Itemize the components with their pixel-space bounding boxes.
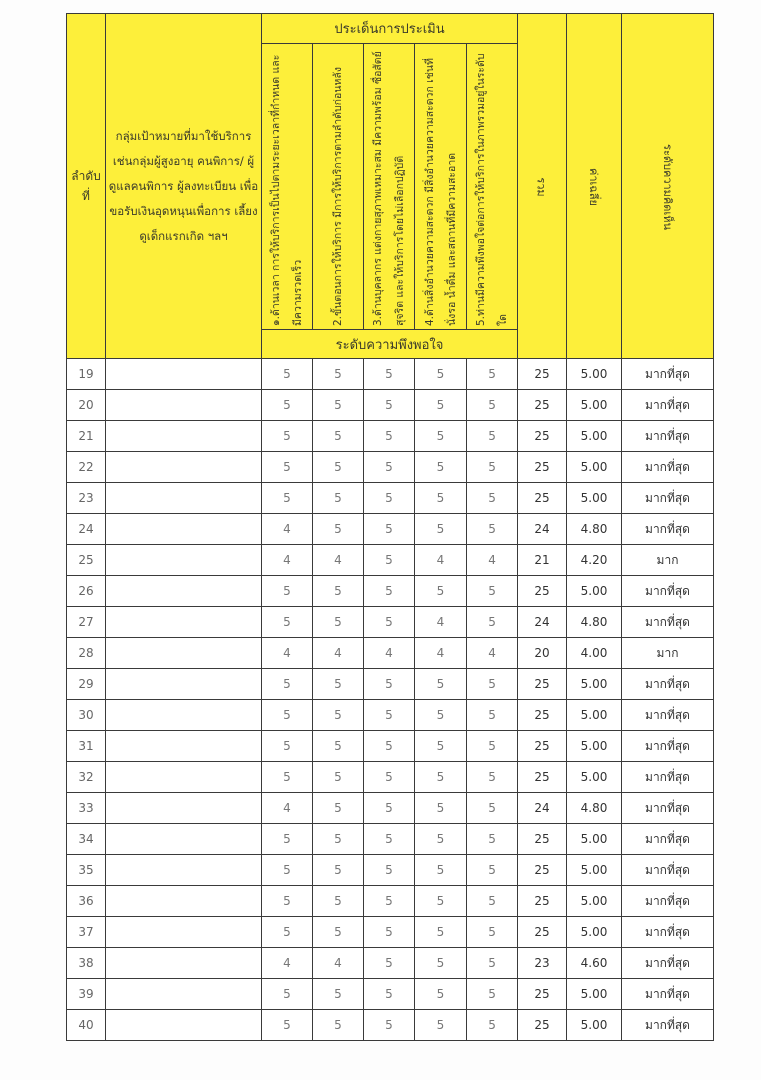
cell-score-4: 5 bbox=[415, 483, 467, 514]
cell-total: 25 bbox=[518, 390, 567, 421]
cell-score-5: 5 bbox=[467, 1010, 518, 1041]
header-target-group-label: กลุ่มเป้าหมายที่มาใช้บริการ เช่นกลุ่มผู้สูงอายุ คนพิการ/ ผู้ดูแลคนพิการ ผู้ลงทะเบียน เพื่อขอรับเงินอุดหนุนเพื่อการ เลี้ยงดูเด็กแรกเกิด ฯลฯ bbox=[108, 128, 259, 243]
cell-total: 25 bbox=[518, 421, 567, 452]
cell-score-5: 5 bbox=[467, 514, 518, 545]
cell-score-1: 5 bbox=[262, 855, 313, 886]
header-opinion-level bbox=[622, 14, 714, 359]
cell-target-group bbox=[106, 731, 262, 762]
cell-score-2: 5 bbox=[313, 421, 364, 452]
cell-total: 25 bbox=[518, 886, 567, 917]
cell-target-group bbox=[106, 514, 262, 545]
cell-score-4: 5 bbox=[415, 669, 467, 700]
cell-score-3: 5 bbox=[364, 948, 415, 979]
cell-score-4: 5 bbox=[415, 576, 467, 607]
cell-target-group bbox=[106, 979, 262, 1010]
cell-average: 4.60 bbox=[567, 948, 622, 979]
cell-target-group bbox=[106, 452, 262, 483]
cell-score-3: 5 bbox=[364, 669, 415, 700]
cell-sequence: 29 bbox=[67, 669, 106, 700]
cell-score-2: 5 bbox=[313, 824, 364, 855]
cell-score-4: 5 bbox=[415, 948, 467, 979]
cell-average: 4.80 bbox=[567, 514, 622, 545]
cell-sequence: 34 bbox=[67, 824, 106, 855]
header-total bbox=[518, 14, 567, 359]
cell-score-3: 5 bbox=[364, 1010, 415, 1041]
cell-score-1: 5 bbox=[262, 917, 313, 948]
header-criterion-5-label: 5.ท่านมีความพึงพอใจต่อการให้บริการในภาพรวมอยู่ในระดับใด bbox=[475, 52, 509, 326]
cell-opinion-level: มากที่สุด bbox=[622, 514, 714, 545]
header-criteria-title-label: ประเด็นการประเมิน bbox=[334, 22, 445, 37]
cell-opinion-level: มากที่สุด bbox=[622, 576, 714, 607]
header-criterion-1 bbox=[262, 44, 313, 330]
cell-score-3: 5 bbox=[364, 793, 415, 824]
cell-score-5: 5 bbox=[467, 886, 518, 917]
cell-target-group bbox=[106, 1010, 262, 1041]
cell-total: 24 bbox=[518, 793, 567, 824]
cell-score-3: 5 bbox=[364, 607, 415, 638]
cell-score-4: 5 bbox=[415, 762, 467, 793]
cell-total: 25 bbox=[518, 483, 567, 514]
cell-score-1: 5 bbox=[262, 452, 313, 483]
cell-target-group bbox=[106, 793, 262, 824]
table-row bbox=[67, 514, 714, 545]
cell-target-group bbox=[106, 421, 262, 452]
header-criterion-3-label: 3.ด้านบุคลากร แต่งกายสุภาพเหมาะสม มีความพร้อม ซื่อสัตย์สุจริต และให้บริการโดยไม่เลือกปฏิบัติ bbox=[372, 50, 406, 326]
header-opinion-level-label: ระดับความคิดเห็น bbox=[660, 144, 674, 230]
cell-total: 21 bbox=[518, 545, 567, 576]
cell-score-1: 4 bbox=[262, 793, 313, 824]
cell-score-2: 5 bbox=[313, 731, 364, 762]
cell-score-5: 5 bbox=[467, 762, 518, 793]
cell-target-group bbox=[106, 762, 262, 793]
header-sequence bbox=[67, 14, 106, 359]
cell-sequence: 31 bbox=[67, 731, 106, 762]
cell-score-2: 5 bbox=[313, 390, 364, 421]
cell-sequence: 33 bbox=[67, 793, 106, 824]
cell-score-5: 5 bbox=[467, 793, 518, 824]
cell-score-5: 5 bbox=[467, 979, 518, 1010]
cell-score-1: 5 bbox=[262, 979, 313, 1010]
cell-sequence: 35 bbox=[67, 855, 106, 886]
table-row bbox=[67, 452, 714, 483]
cell-total: 25 bbox=[518, 359, 567, 390]
cell-total: 25 bbox=[518, 669, 567, 700]
header-average-label: ค่าเฉลี่ย bbox=[587, 168, 601, 206]
table-row bbox=[67, 359, 714, 390]
cell-average: 4.80 bbox=[567, 607, 622, 638]
cell-score-1: 5 bbox=[262, 731, 313, 762]
cell-score-2: 5 bbox=[313, 917, 364, 948]
cell-score-4: 5 bbox=[415, 824, 467, 855]
cell-score-2: 5 bbox=[313, 979, 364, 1010]
cell-target-group bbox=[106, 855, 262, 886]
cell-average: 5.00 bbox=[567, 576, 622, 607]
cell-total: 20 bbox=[518, 638, 567, 669]
cell-score-4: 4 bbox=[415, 638, 467, 669]
cell-score-2: 5 bbox=[313, 576, 364, 607]
header-criterion-4-label: 4.ด้านสิ่งอำนวยความสะดวก มีสิ่งอำนวยความสะดวก เช่นที่นั่งรอ น้ำดื่ม และสถานที่มีความสะอาด bbox=[423, 57, 458, 326]
cell-average: 5.00 bbox=[567, 824, 622, 855]
cell-target-group bbox=[106, 607, 262, 638]
cell-opinion-level: มากที่สุด bbox=[622, 762, 714, 793]
cell-score-3: 5 bbox=[364, 855, 415, 886]
cell-average: 4.20 bbox=[567, 545, 622, 576]
satisfaction-evaluation-table bbox=[66, 13, 714, 1041]
cell-score-5: 5 bbox=[467, 452, 518, 483]
table-row bbox=[67, 917, 714, 948]
cell-score-4: 5 bbox=[415, 390, 467, 421]
cell-sequence: 39 bbox=[67, 979, 106, 1010]
cell-opinion-level: มากที่สุด bbox=[622, 886, 714, 917]
cell-score-5: 5 bbox=[467, 390, 518, 421]
cell-score-1: 5 bbox=[262, 669, 313, 700]
cell-score-3: 5 bbox=[364, 731, 415, 762]
cell-average: 5.00 bbox=[567, 421, 622, 452]
table-header bbox=[67, 14, 714, 359]
cell-opinion-level: มากที่สุด bbox=[622, 452, 714, 483]
cell-opinion-level: มากที่สุด bbox=[622, 824, 714, 855]
cell-sequence: 21 bbox=[67, 421, 106, 452]
cell-sequence: 30 bbox=[67, 700, 106, 731]
cell-score-4: 5 bbox=[415, 452, 467, 483]
cell-target-group bbox=[106, 700, 262, 731]
cell-opinion-level: มากที่สุด bbox=[622, 793, 714, 824]
cell-sequence: 24 bbox=[67, 514, 106, 545]
cell-score-5: 4 bbox=[467, 638, 518, 669]
cell-average: 5.00 bbox=[567, 762, 622, 793]
cell-total: 25 bbox=[518, 824, 567, 855]
cell-average: 5.00 bbox=[567, 669, 622, 700]
cell-score-2: 5 bbox=[313, 452, 364, 483]
cell-score-2: 4 bbox=[313, 545, 364, 576]
cell-total: 25 bbox=[518, 700, 567, 731]
cell-score-5: 5 bbox=[467, 700, 518, 731]
table-row bbox=[67, 793, 714, 824]
header-criterion-2 bbox=[313, 44, 364, 330]
header-average bbox=[567, 14, 622, 359]
cell-score-1: 4 bbox=[262, 545, 313, 576]
cell-score-1: 5 bbox=[262, 576, 313, 607]
cell-sequence: 40 bbox=[67, 1010, 106, 1041]
cell-target-group bbox=[106, 917, 262, 948]
cell-score-4: 5 bbox=[415, 700, 467, 731]
cell-score-1: 5 bbox=[262, 390, 313, 421]
cell-score-2: 5 bbox=[313, 514, 364, 545]
cell-score-4: 5 bbox=[415, 1010, 467, 1041]
table-row bbox=[67, 421, 714, 452]
header-satisfaction-level-label: ระดับความพึงพอใจ bbox=[335, 337, 444, 353]
cell-score-1: 4 bbox=[262, 948, 313, 979]
cell-score-2: 4 bbox=[313, 638, 364, 669]
cell-score-3: 5 bbox=[364, 886, 415, 917]
cell-opinion-level: มากที่สุด bbox=[622, 855, 714, 886]
cell-opinion-level: มาก bbox=[622, 545, 714, 576]
cell-target-group bbox=[106, 669, 262, 700]
cell-score-5: 4 bbox=[467, 545, 518, 576]
cell-score-5: 5 bbox=[467, 576, 518, 607]
cell-sequence: 37 bbox=[67, 917, 106, 948]
cell-target-group bbox=[106, 638, 262, 669]
cell-score-2: 5 bbox=[313, 607, 364, 638]
table-row bbox=[67, 669, 714, 700]
cell-average: 5.00 bbox=[567, 731, 622, 762]
cell-opinion-level: มากที่สุด bbox=[622, 669, 714, 700]
cell-score-2: 5 bbox=[313, 1010, 364, 1041]
cell-score-5: 5 bbox=[467, 824, 518, 855]
table-row bbox=[67, 607, 714, 638]
cell-average: 5.00 bbox=[567, 452, 622, 483]
cell-sequence: 38 bbox=[67, 948, 106, 979]
header-target-group bbox=[106, 14, 262, 359]
cell-score-5: 5 bbox=[467, 607, 518, 638]
cell-score-2: 5 bbox=[313, 483, 364, 514]
cell-target-group bbox=[106, 390, 262, 421]
cell-score-3: 5 bbox=[364, 762, 415, 793]
table-row bbox=[67, 824, 714, 855]
cell-score-2: 5 bbox=[313, 700, 364, 731]
cell-score-4: 5 bbox=[415, 793, 467, 824]
cell-score-3: 5 bbox=[364, 545, 415, 576]
table-row bbox=[67, 886, 714, 917]
table-row bbox=[67, 390, 714, 421]
cell-score-1: 4 bbox=[262, 514, 313, 545]
cell-total: 24 bbox=[518, 514, 567, 545]
table-row bbox=[67, 483, 714, 514]
cell-score-2: 5 bbox=[313, 793, 364, 824]
header-criterion-2-label: 2.ขั้นตอนการให้บริการ มีการให้บริการตามลำดับก่อนหลัง bbox=[332, 66, 344, 326]
cell-score-1: 5 bbox=[262, 886, 313, 917]
cell-score-1: 5 bbox=[262, 762, 313, 793]
cell-sequence: 23 bbox=[67, 483, 106, 514]
cell-total: 25 bbox=[518, 731, 567, 762]
cell-total: 25 bbox=[518, 762, 567, 793]
cell-score-2: 5 bbox=[313, 855, 364, 886]
cell-target-group bbox=[106, 483, 262, 514]
table-row bbox=[67, 948, 714, 979]
cell-opinion-level: มากที่สุด bbox=[622, 1010, 714, 1041]
cell-total: 23 bbox=[518, 948, 567, 979]
header-criteria-title bbox=[262, 14, 518, 44]
cell-score-3: 5 bbox=[364, 421, 415, 452]
cell-score-4: 5 bbox=[415, 979, 467, 1010]
cell-score-5: 5 bbox=[467, 948, 518, 979]
header-criterion-1-label: ๑.ด้านเวลา การให้บริการเป็นไปตามระยะเวลาที่กำหนด และมีความรวดเร็ว bbox=[270, 54, 304, 326]
cell-score-5: 5 bbox=[467, 421, 518, 452]
cell-score-2: 5 bbox=[313, 762, 364, 793]
cell-total: 24 bbox=[518, 607, 567, 638]
cell-opinion-level: มากที่สุด bbox=[622, 483, 714, 514]
cell-score-1: 5 bbox=[262, 483, 313, 514]
cell-total: 25 bbox=[518, 1010, 567, 1041]
cell-average: 5.00 bbox=[567, 483, 622, 514]
cell-average: 4.00 bbox=[567, 638, 622, 669]
cell-opinion-level: มากที่สุด bbox=[622, 731, 714, 762]
cell-score-4: 5 bbox=[415, 855, 467, 886]
cell-sequence: 19 bbox=[67, 359, 106, 390]
cell-score-3: 5 bbox=[364, 576, 415, 607]
cell-score-2: 5 bbox=[313, 669, 364, 700]
cell-score-3: 5 bbox=[364, 359, 415, 390]
cell-score-3: 5 bbox=[364, 979, 415, 1010]
cell-score-3: 5 bbox=[364, 390, 415, 421]
cell-score-2: 5 bbox=[313, 886, 364, 917]
cell-score-3: 5 bbox=[364, 514, 415, 545]
cell-score-4: 4 bbox=[415, 545, 467, 576]
header-criterion-3 bbox=[364, 44, 415, 330]
cell-score-4: 5 bbox=[415, 421, 467, 452]
cell-score-5: 5 bbox=[467, 359, 518, 390]
cell-total: 25 bbox=[518, 979, 567, 1010]
cell-score-4: 5 bbox=[415, 886, 467, 917]
cell-score-4: 5 bbox=[415, 917, 467, 948]
cell-sequence: 27 bbox=[67, 607, 106, 638]
cell-score-3: 5 bbox=[364, 483, 415, 514]
cell-opinion-level: มากที่สุด bbox=[622, 979, 714, 1010]
cell-average: 5.00 bbox=[567, 700, 622, 731]
table-row bbox=[67, 576, 714, 607]
cell-sequence: 22 bbox=[67, 452, 106, 483]
cell-score-4: 4 bbox=[415, 607, 467, 638]
cell-sequence: 32 bbox=[67, 762, 106, 793]
table-row bbox=[67, 1010, 714, 1041]
cell-opinion-level: มากที่สุด bbox=[622, 421, 714, 452]
cell-target-group bbox=[106, 576, 262, 607]
cell-score-4: 5 bbox=[415, 359, 467, 390]
cell-score-3: 5 bbox=[364, 824, 415, 855]
cell-sequence: 28 bbox=[67, 638, 106, 669]
cell-average: 5.00 bbox=[567, 886, 622, 917]
cell-score-1: 4 bbox=[262, 638, 313, 669]
cell-opinion-level: มากที่สุด bbox=[622, 607, 714, 638]
cell-total: 25 bbox=[518, 576, 567, 607]
cell-average: 5.00 bbox=[567, 979, 622, 1010]
cell-score-3: 5 bbox=[364, 700, 415, 731]
cell-target-group bbox=[106, 545, 262, 576]
table-body bbox=[67, 359, 714, 1041]
cell-score-5: 5 bbox=[467, 731, 518, 762]
cell-score-5: 5 bbox=[467, 855, 518, 886]
cell-opinion-level: มากที่สุด bbox=[622, 700, 714, 731]
cell-score-1: 5 bbox=[262, 700, 313, 731]
cell-score-3: 5 bbox=[364, 917, 415, 948]
header-total-label: รวม bbox=[535, 177, 549, 197]
cell-opinion-level: มากที่สุด bbox=[622, 359, 714, 390]
header-sequence-label: ลำดับ ที่ bbox=[71, 169, 101, 203]
cell-target-group bbox=[106, 948, 262, 979]
cell-opinion-level: มากที่สุด bbox=[622, 917, 714, 948]
cell-score-4: 5 bbox=[415, 731, 467, 762]
cell-target-group bbox=[106, 359, 262, 390]
cell-target-group bbox=[106, 886, 262, 917]
cell-opinion-level: มากที่สุด bbox=[622, 390, 714, 421]
cell-average: 5.00 bbox=[567, 390, 622, 421]
cell-average: 5.00 bbox=[567, 917, 622, 948]
cell-score-1: 5 bbox=[262, 824, 313, 855]
cell-target-group bbox=[106, 824, 262, 855]
cell-average: 5.00 bbox=[567, 359, 622, 390]
cell-average: 5.00 bbox=[567, 855, 622, 886]
table-row bbox=[67, 731, 714, 762]
cell-total: 25 bbox=[518, 452, 567, 483]
cell-score-1: 5 bbox=[262, 359, 313, 390]
cell-opinion-level: มาก bbox=[622, 638, 714, 669]
cell-score-1: 5 bbox=[262, 1010, 313, 1041]
header-satisfaction-level bbox=[262, 330, 518, 359]
table-row bbox=[67, 855, 714, 886]
cell-score-5: 5 bbox=[467, 917, 518, 948]
table-row bbox=[67, 638, 714, 669]
cell-score-2: 5 bbox=[313, 359, 364, 390]
cell-score-5: 5 bbox=[467, 669, 518, 700]
table-row bbox=[67, 979, 714, 1010]
cell-score-1: 5 bbox=[262, 421, 313, 452]
cell-sequence: 20 bbox=[67, 390, 106, 421]
cell-score-1: 5 bbox=[262, 607, 313, 638]
cell-average: 5.00 bbox=[567, 1010, 622, 1041]
cell-score-2: 4 bbox=[313, 948, 364, 979]
table-row bbox=[67, 762, 714, 793]
table-row bbox=[67, 545, 714, 576]
cell-sequence: 26 bbox=[67, 576, 106, 607]
cell-score-4: 5 bbox=[415, 514, 467, 545]
cell-total: 25 bbox=[518, 917, 567, 948]
header-criterion-4 bbox=[415, 44, 467, 330]
cell-sequence: 36 bbox=[67, 886, 106, 917]
table-row bbox=[67, 700, 714, 731]
cell-score-3: 5 bbox=[364, 452, 415, 483]
cell-total: 25 bbox=[518, 855, 567, 886]
cell-opinion-level: มากที่สุด bbox=[622, 948, 714, 979]
cell-average: 4.80 bbox=[567, 793, 622, 824]
cell-sequence: 25 bbox=[67, 545, 106, 576]
header-criterion-5 bbox=[467, 44, 518, 330]
cell-score-3: 4 bbox=[364, 638, 415, 669]
cell-score-5: 5 bbox=[467, 483, 518, 514]
